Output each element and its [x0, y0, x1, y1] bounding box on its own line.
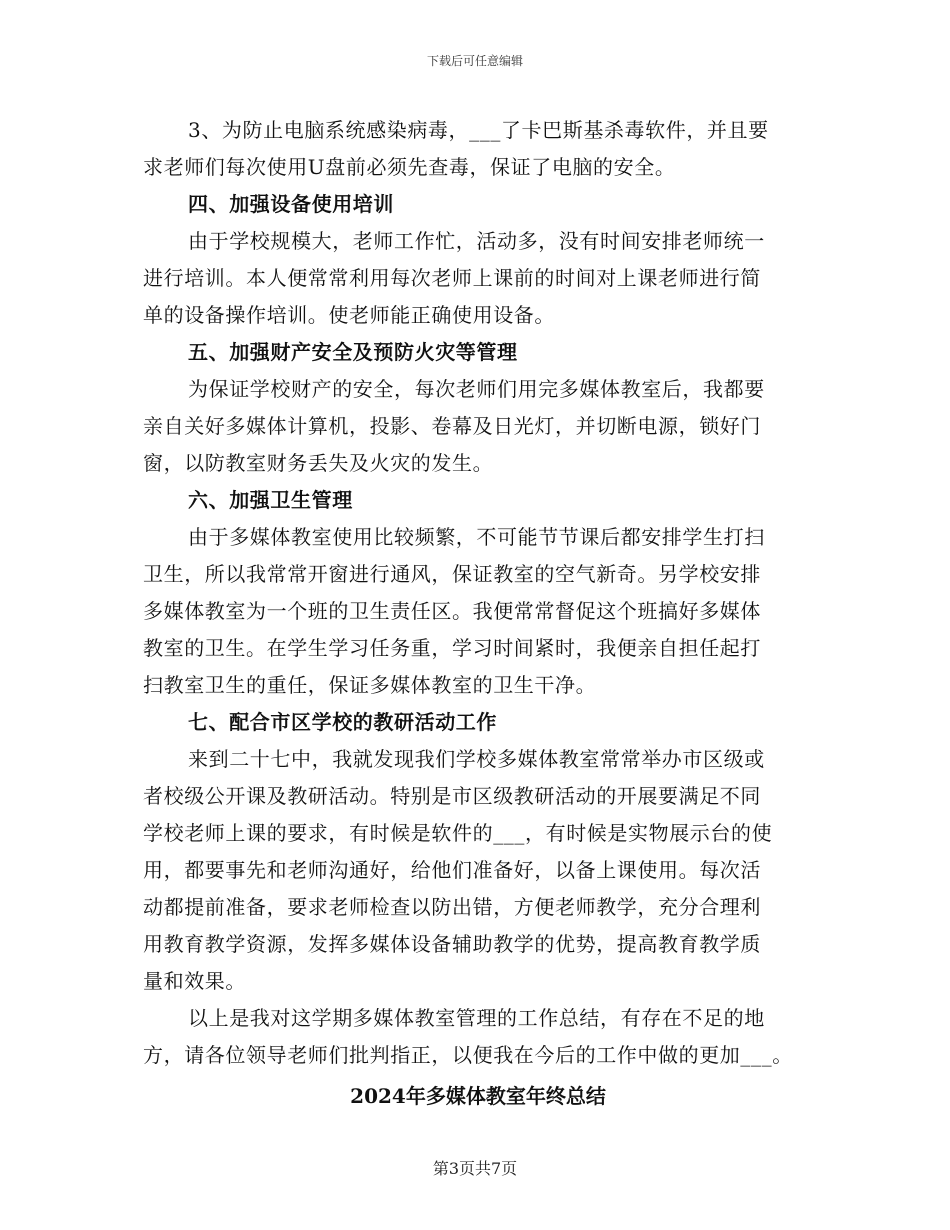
paragraph-line: 由于多媒体教室使用比较频繁，不可能节节课后都安排学生打扫	[188, 525, 765, 549]
paragraph-line: 单的设备操作培训。使老师能正确使用设备。	[143, 303, 555, 327]
paragraph-line: 多媒体教室为一个班的卫生责任区。我便常常督促这个班搞好多媒体	[143, 599, 761, 623]
paragraph-line: 者校级公开课及教研活动。特别是市区级教研活动的开展要满足不同	[143, 784, 761, 808]
paragraph-line: 教室的卫生。在学生学习任务重，学习时间紧时，我便亲自担任起打	[143, 636, 761, 660]
paragraph-line: 3、为防止电脑系统感染病毒，___了卡巴斯基杀毒软件，并且要	[188, 118, 769, 142]
paragraph-line: 用教育教学资源，发挥多媒体设备辅助教学的优势，提高教育教学质	[143, 932, 761, 956]
paragraph-line: 来到二十七中，我就发现我们学校多媒体教室常常举办市区级或	[188, 747, 765, 771]
paragraph-line: 亲自关好多媒体计算机，投影、卷幕及日光灯，并切断电源，锁好门	[143, 414, 761, 438]
document-body	[143, 112, 813, 1116]
paragraph-line: 求老师们每次使用U盘前必须先查毒，保证了电脑的安全。	[143, 155, 676, 179]
page-footer: 第3页共7页	[432, 1159, 518, 1178]
paragraph-line: 由于学校规模大，老师工作忙，活动多，没有时间安排老师统一	[188, 229, 765, 253]
section-heading: 四、加强设备使用培训	[188, 192, 394, 216]
section-heading: 五、加强财产安全及预防火灾等管理	[188, 340, 518, 364]
paragraph-line: 窗，以防教室财务丢失及火灾的发生。	[143, 451, 494, 475]
paragraph-line: 卫生，所以我常常开窗进行通风，保证教室的空气新奇。另学校安排	[143, 562, 761, 586]
section-heading: 七、配合市区学校的教研活动工作	[188, 710, 497, 734]
paragraph-line: 进行培训。本人便常常利用每次老师上课前的时间对上课老师进行简	[143, 266, 761, 290]
document-title: 2024年多媒体教室年终总结	[350, 1084, 606, 1108]
section-heading: 六、加强卫生管理	[188, 488, 353, 512]
paragraph-line: 学校老师上课的要求，有时候是软件的___，有时候是实物展示台的使	[143, 821, 773, 845]
paragraph-line: 方，请各位领导老师们批判指正，以便我在今后的工作中做的更加___。	[143, 1043, 793, 1067]
paragraph-line: 扫教室卫生的重任，保证多媒体教室的卫生干净。	[143, 673, 597, 697]
paragraph-line: 以上是我对这学期多媒体教室管理的工作总结，有存在不足的地	[188, 1006, 765, 1030]
paragraph-line: 动都提前准备，要求老师检查以防出错，方便老师教学，充分合理利	[143, 895, 761, 919]
paragraph-line: 用，都要事先和老师沟通好，给他们准备好，以备上课使用。每次活	[143, 858, 761, 882]
page-header: 下载后可任意编辑	[426, 54, 523, 68]
paragraph-line: 量和效果。	[143, 969, 246, 993]
paragraph-line: 为保证学校财产的安全，每次老师们用完多媒体教室后，我都要	[188, 377, 765, 401]
